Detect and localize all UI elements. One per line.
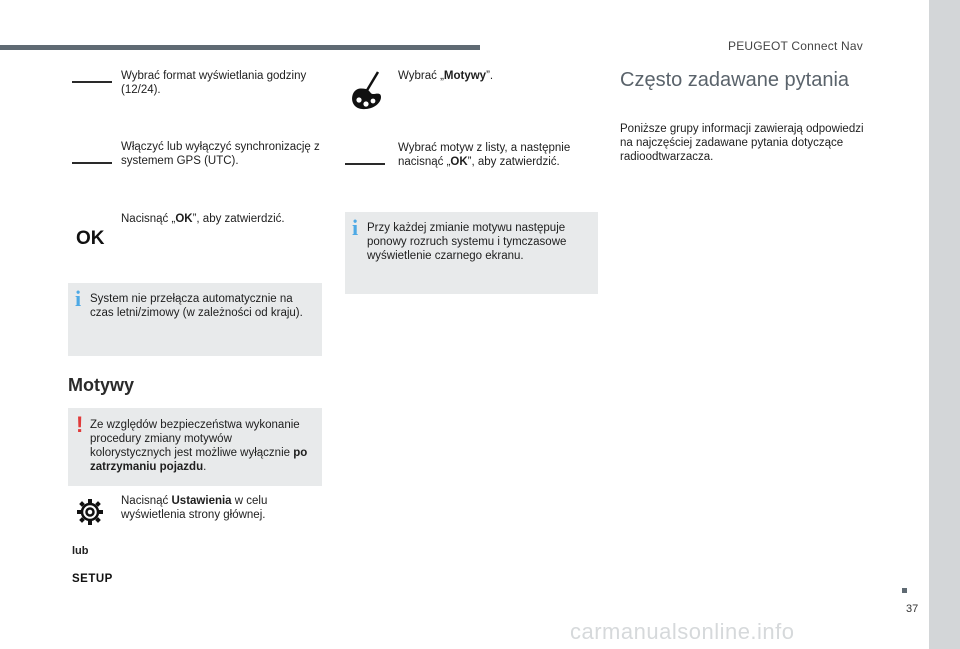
gps-sync-text: Włączyć lub wyłączyć synchronizację z systemem GPS (UTC). bbox=[121, 141, 320, 167]
watermark: carmanualsonline.info bbox=[570, 619, 795, 644]
warning-icon: ! bbox=[76, 412, 84, 437]
dst-info-text: System nie przełącza automatycznie na czas letni/zimowy (w zależności od kraju). bbox=[90, 293, 303, 319]
line-icon bbox=[345, 163, 385, 165]
settings-text: Nacisnąć Ustawienia w celu wyświetlenia strony głównej. bbox=[121, 495, 268, 521]
line-icon bbox=[72, 81, 112, 83]
faq-title: Często zadawane pytania bbox=[620, 69, 850, 91]
or-label: lub bbox=[72, 545, 89, 557]
restart-info-text: Przy każdej zmianie motywu następuje ponowy rozruch systemu i tymczasowe wyświetlenie czarnego ekranu. bbox=[367, 222, 567, 262]
choose-theme-list-text: Wybrać motyw z listy, a następnie nacisnąć „OK”, aby zatwierdzić. bbox=[398, 142, 571, 168]
page-marker bbox=[902, 588, 907, 593]
info-icon: i bbox=[75, 286, 82, 311]
setup-button-label: SETUP bbox=[72, 573, 113, 585]
palette-icon bbox=[348, 70, 384, 112]
ok-icon: OK bbox=[76, 228, 105, 249]
page-header-title: PEUGEOT Connect Nav bbox=[728, 39, 863, 53]
faq-intro-text: Poniższe grupy informacji zawierają odpowiedzi na najczęściej zadawane pytania dotyczące radioodtwarzacza. bbox=[620, 123, 864, 163]
info-icon: i bbox=[352, 215, 359, 240]
top-rule bbox=[0, 45, 480, 50]
line-icon bbox=[72, 162, 112, 164]
time-format-text: Wybrać format wyświetlania godziny (12/24). bbox=[121, 70, 307, 96]
page-side-strip bbox=[929, 0, 960, 649]
choose-themes-text: Wybrać „Motywy”. bbox=[398, 70, 494, 82]
confirm-ok-text: Nacisnąć „OK”, aby zatwierdzić. bbox=[121, 213, 285, 225]
gear-icon bbox=[76, 498, 104, 526]
safety-warning-text: Ze względów bezpieczeństwa wykonanie procedury zmiany motywów kolorystycznych jest możliwe wyłącznie po zatrzymaniu pojazdu. bbox=[90, 419, 308, 473]
section-title-motywy: Motywy bbox=[68, 375, 135, 395]
page-number: 37 bbox=[906, 603, 919, 615]
